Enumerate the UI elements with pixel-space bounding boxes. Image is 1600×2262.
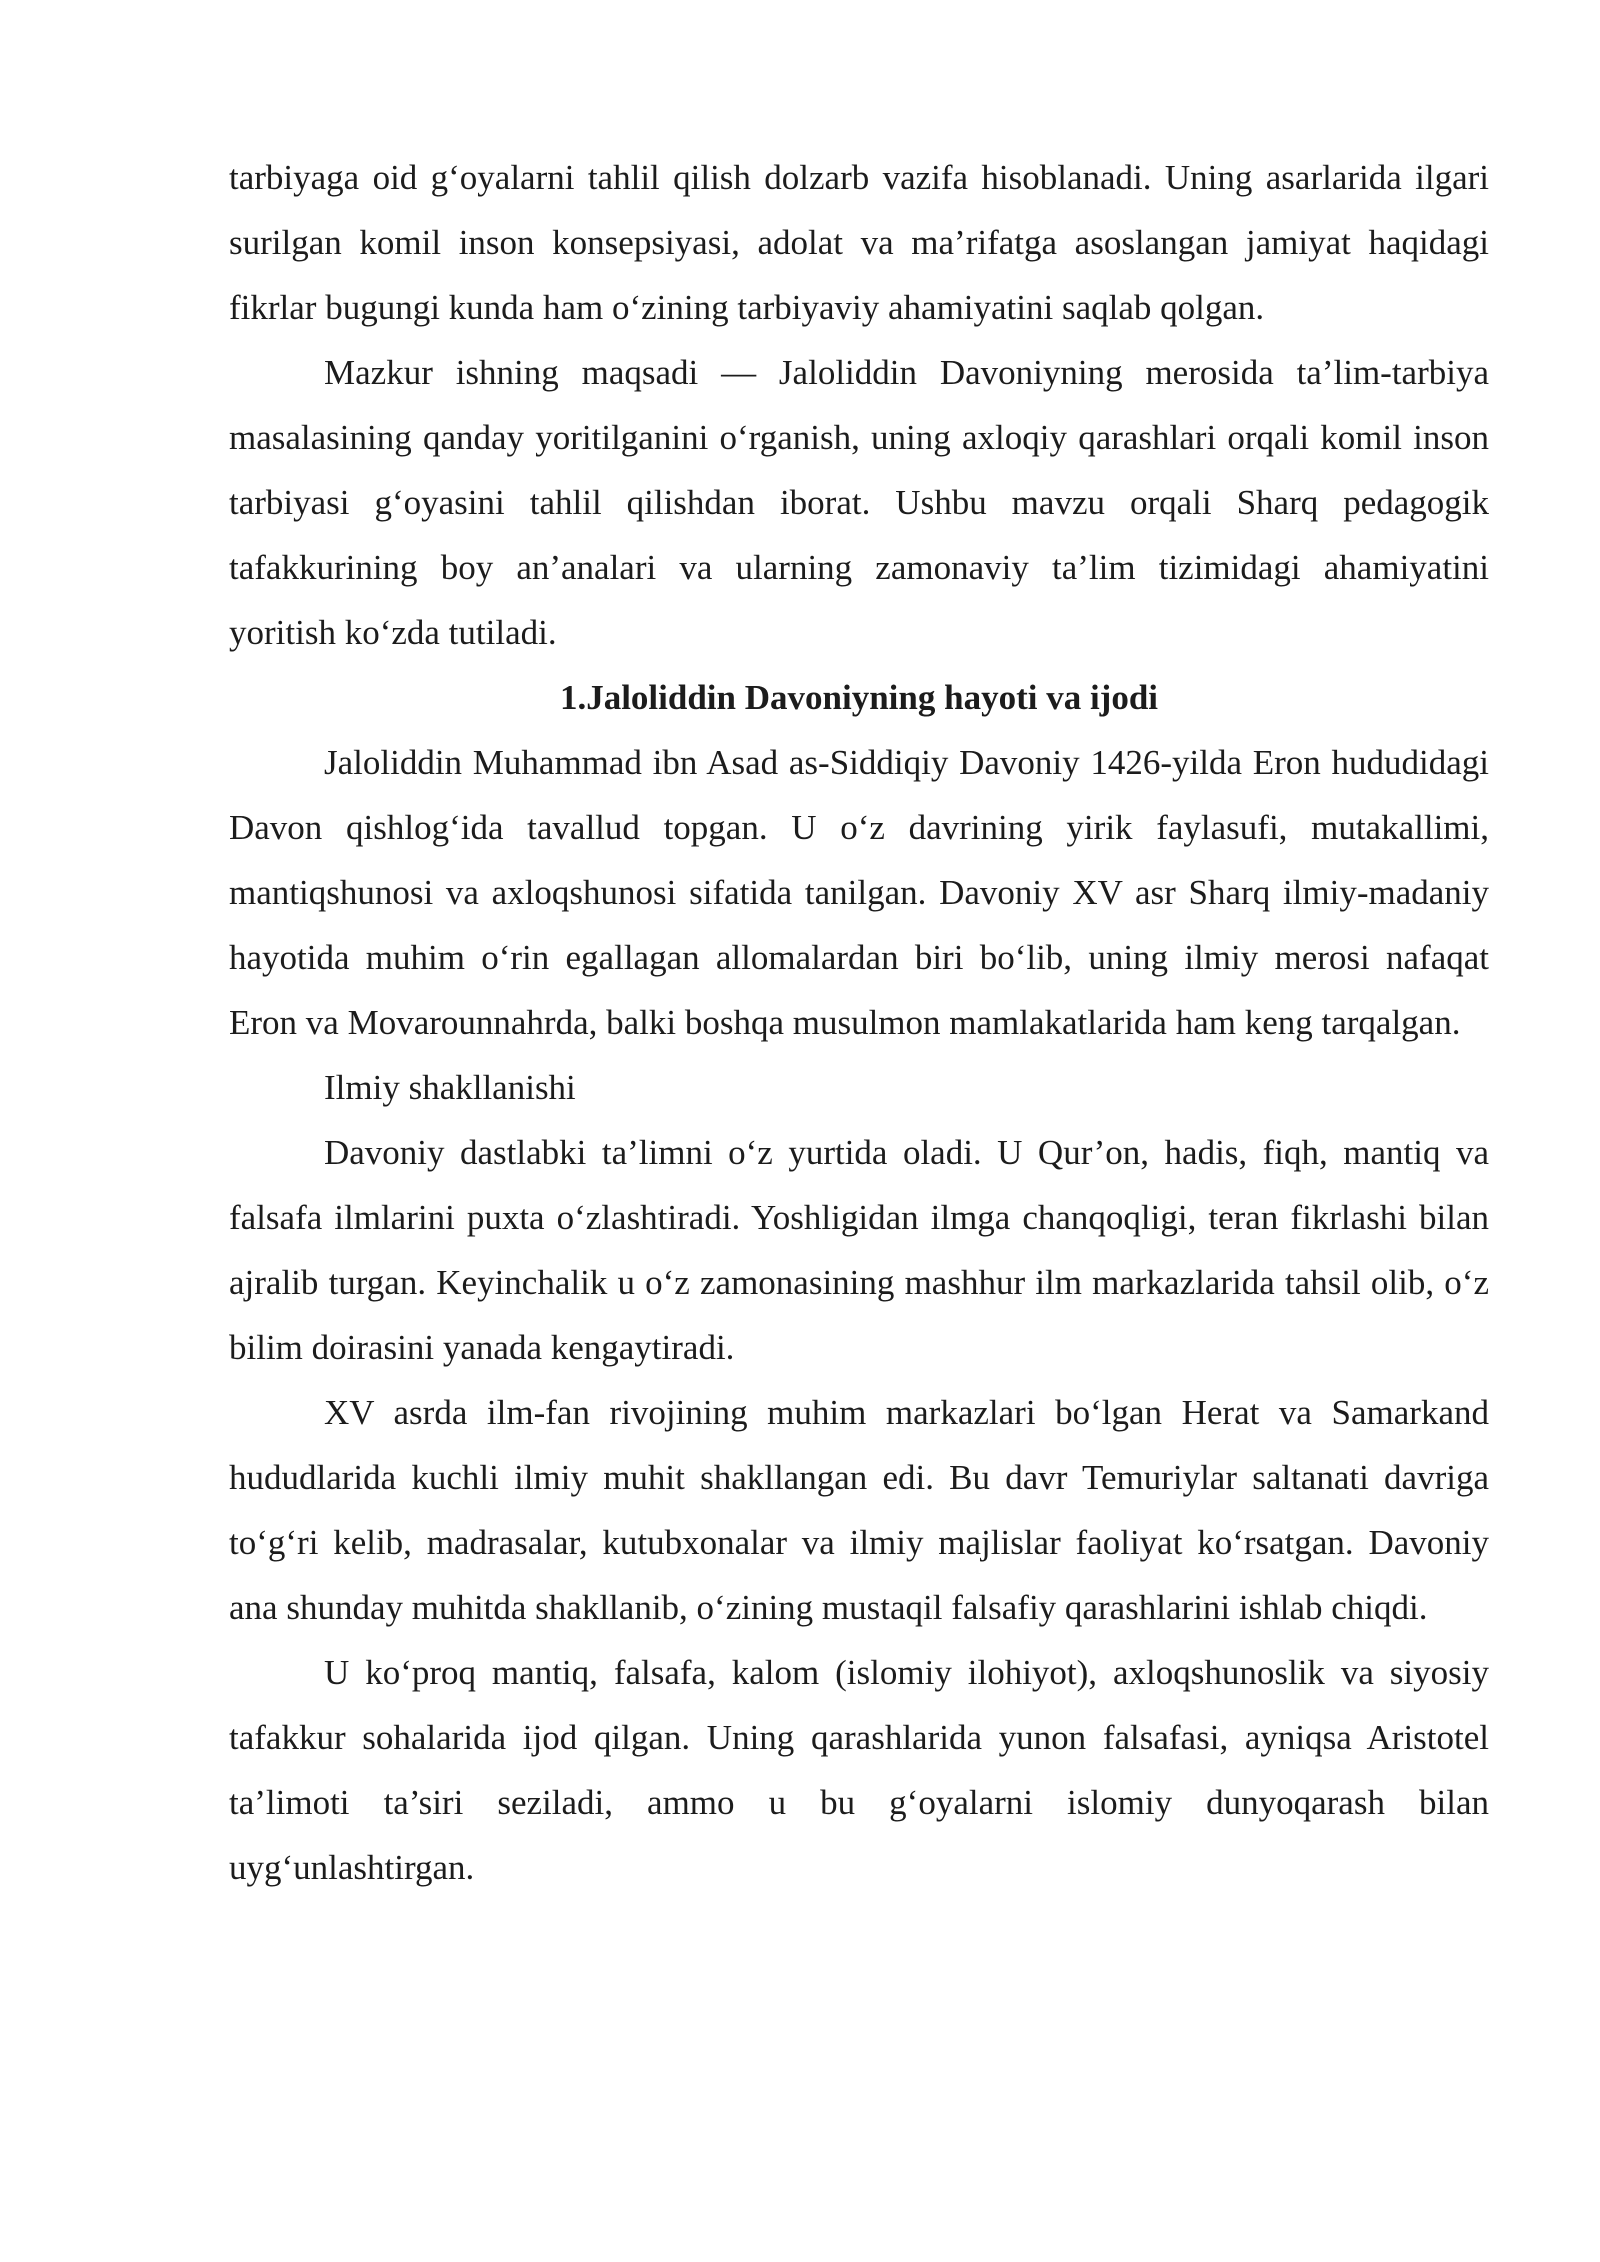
paragraph-purpose: Mazkur ishning maqsadi — Jaloliddin Davoniyning merosida ta’lim-tarbiya masalasining qanday yoritilganini o‘rganish, uning axloqiy qarashlari orqali komil inson tarbiyasi g‘oyasini tahlil qilishdan iborat. Ushbu mavzu orqali Sharq pedagogik tafakkurining boy an’analari va ularning zamonaviy ta’lim tizimidagi ahamiyatini yoritish ko‘zda tutiladi. bbox=[229, 353, 1489, 652]
paragraph-education: Davoniy dastlabki ta’limni o‘z yurtida oladi. U Qur’on, hadis, fiqh, mantiq va falsafa ilmlarini puxta o‘zlashtiradi. Yoshligidan ilmga chanqoqligi, teran fikrlashi bilan ajralib turgan. Keyinchalik u o‘z zamonasining mashhur ilm markazlarida tahsil olib, o‘z bilim doirasini yanada kengaytiradi. bbox=[229, 1133, 1489, 1367]
paragraph-continuation: tarbiyaga oid g‘oyalarni tahlil qilish dolzarb vazifa hisoblanadi. Uning asarlarida ilgari surilgan komil inson konsepsiyasi, adolat va ma’rifatga asoslangan jamiyat haqidagi fikrlar bugungi kunda ham o‘zining tarbiyaviy ahamiyatini saqlab qolgan. bbox=[229, 158, 1489, 327]
subheading-scientific-formation: Ilmiy shakllanishi bbox=[324, 1068, 576, 1107]
section-heading: 1.Jaloliddin Davoniyning hayoti va ijodi bbox=[559, 678, 1159, 717]
paragraph-environment: XV asrda ilm-fan rivojining muhim markazlari bo‘lgan Herat va Samarkand hududlarida kuchli ilmiy muhit shakllangan edi. Bu davr Temuriylar saltanati davriga to‘g‘ri kelib, madrasalar, kutubxonalar va ilmiy majlislar faoliyat ko‘rsatgan. Davoniy ana shunday muhitda shakllanib, o‘zining mustaqil falsafiy qarashlarini ishlab chiqdi. bbox=[229, 1393, 1489, 1627]
paragraph-fields: U ko‘proq mantiq, falsafa, kalom (islomiy ilohiyot), axloqshunoslik va siyosiy tafakkur sohalarida ijod qilgan. Uning qarashlarida yunon falsafasi, ayniqsa Aristotel ta’limoti ta’siri seziladi, ammo u bu g‘oyalarni islomiy dunyoqarash bilan uyg‘unlashtirgan. bbox=[229, 1653, 1489, 1887]
paragraph-biography: Jaloliddin Muhammad ibn Asad as-Siddiqiy Davoniy 1426-yilda Eron hududidagi Davon qishlog‘ida tavallud topgan. U o‘z davrining yirik faylasufi, mutakallimi, mantiqshunosi va axloqshunosi sifatida tanilgan. Davoniy XV asr Sharq ilmiy-madaniy hayotida muhim o‘rin egallagan allomalardan biri bo‘lib, uning ilmiy merosi nafaqat Eron va Movarounnahrda, balki boshqa musulmon mamlakatlarida ham keng tarqalgan. bbox=[229, 743, 1489, 1042]
document-body bbox=[229, 145, 1489, 1900]
